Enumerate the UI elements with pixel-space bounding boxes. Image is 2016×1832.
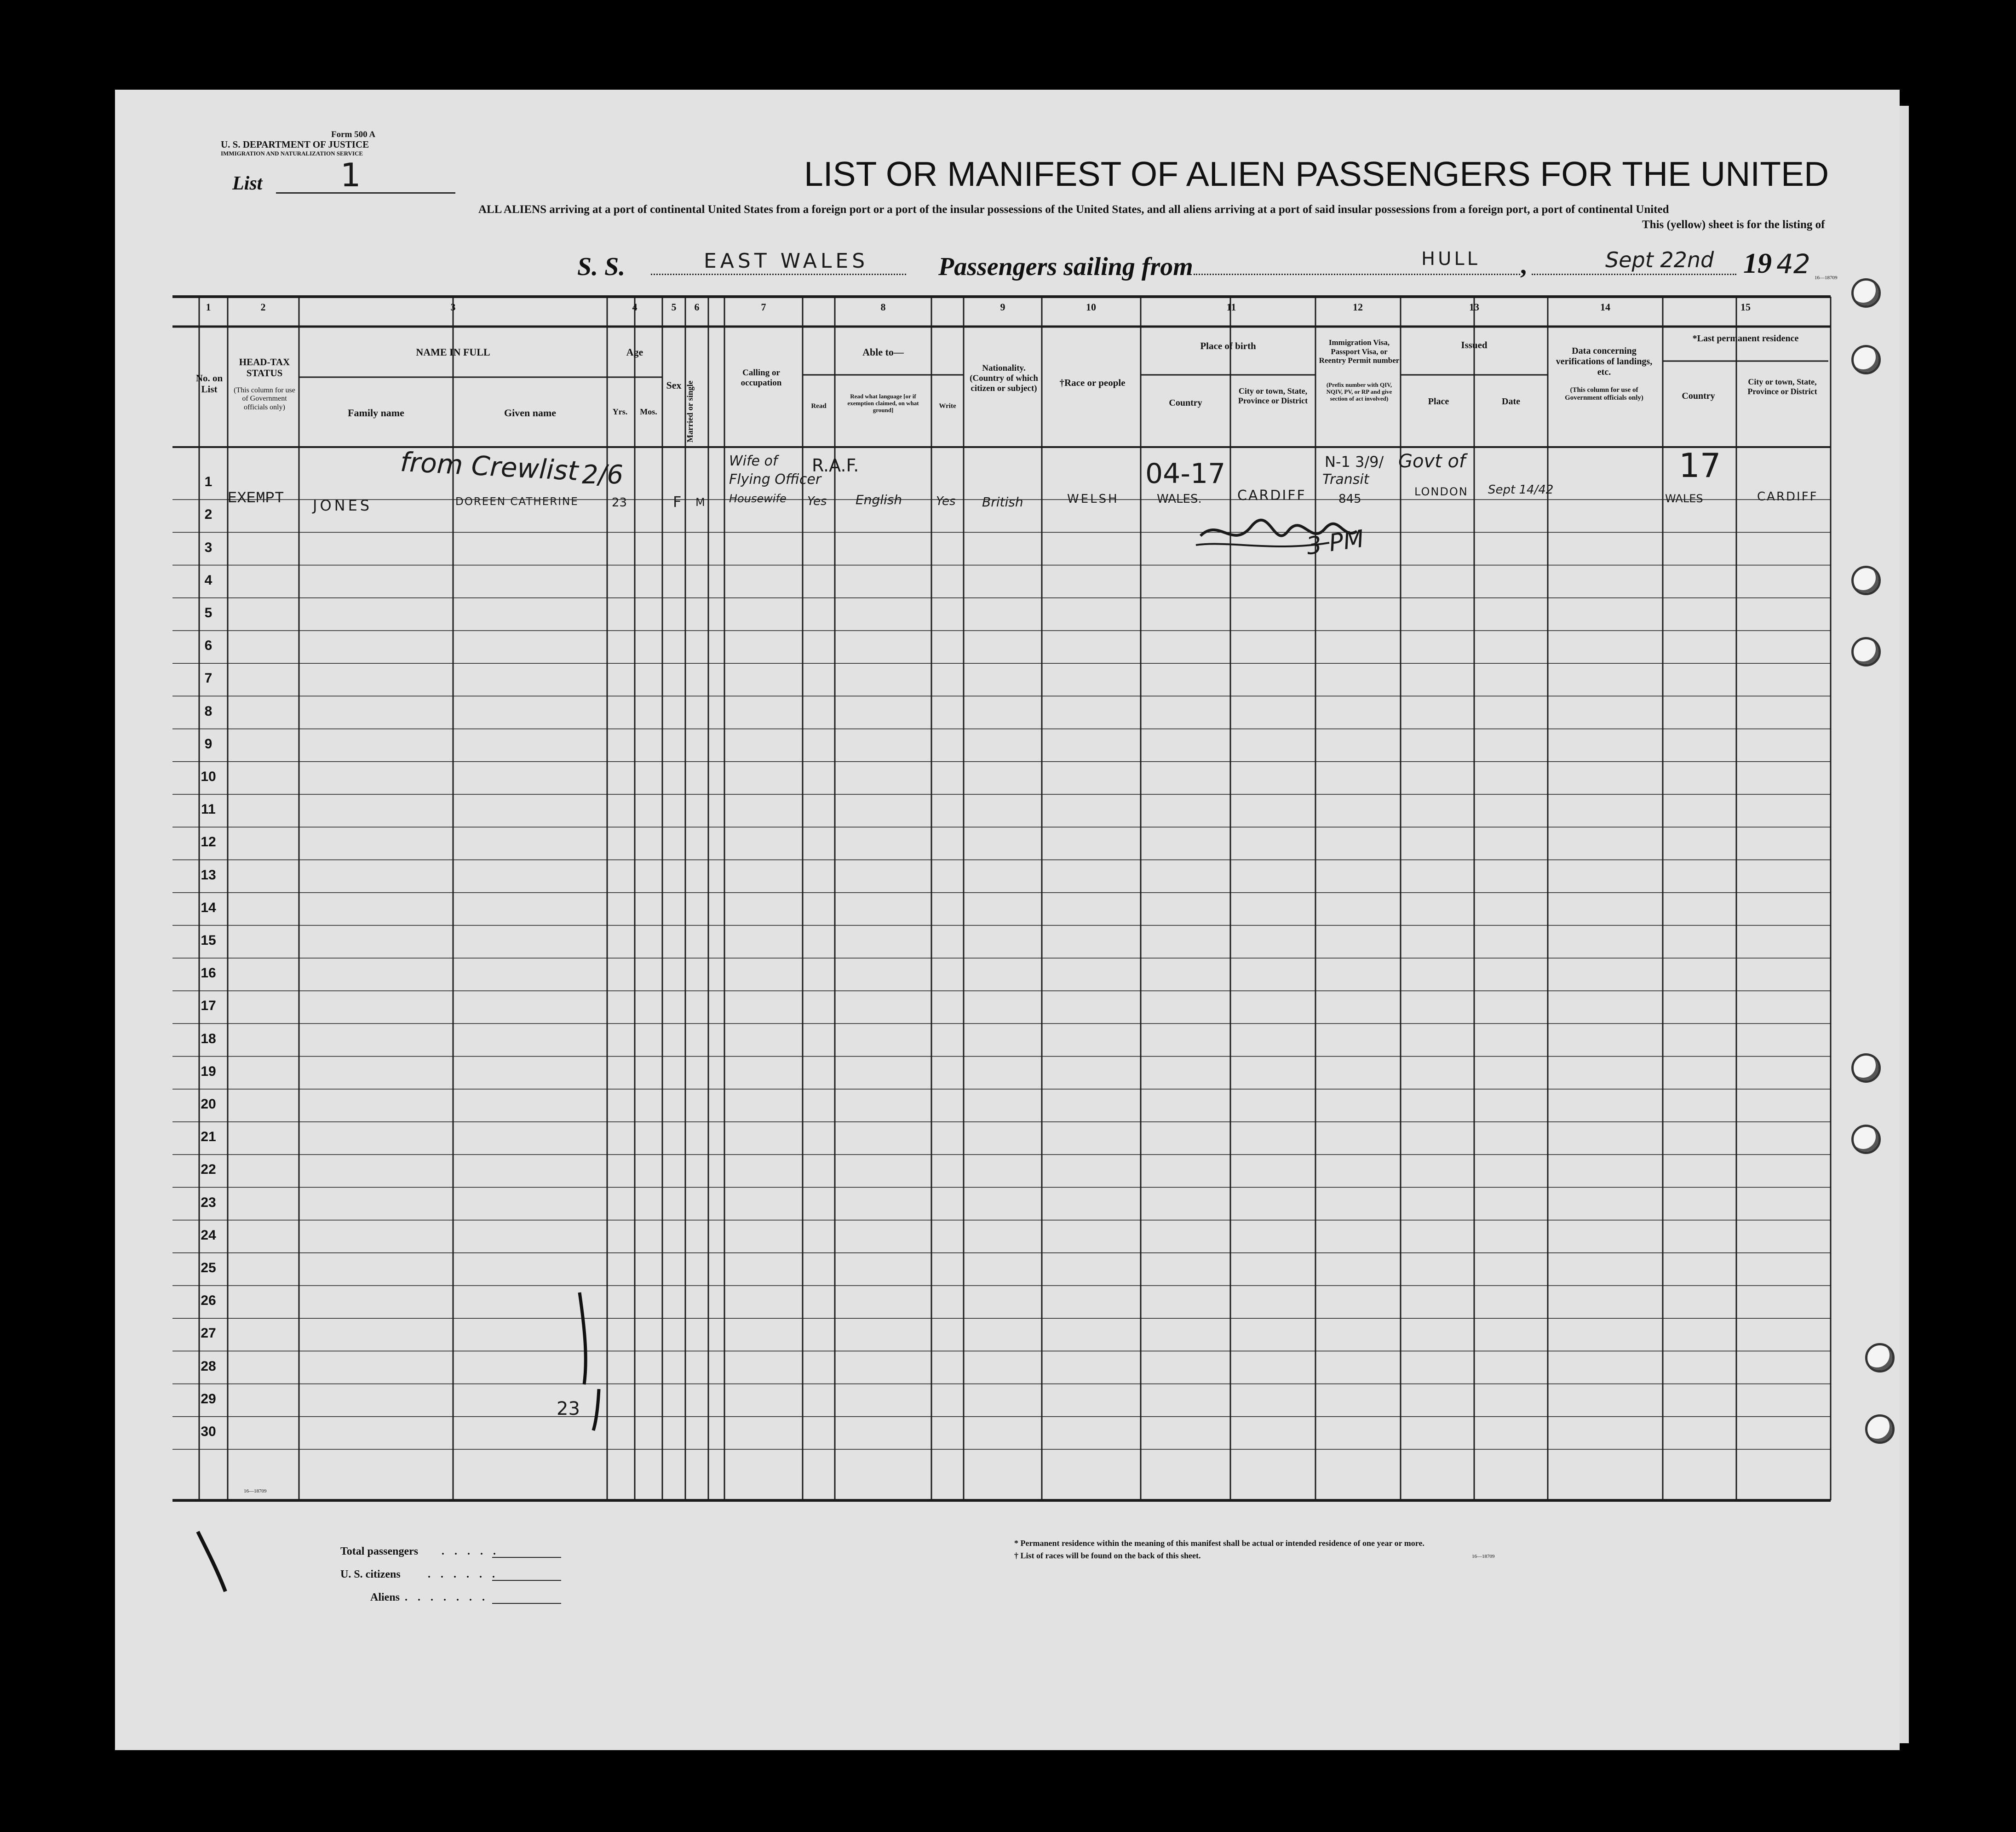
row-number: 12 [201,834,216,850]
entry-occupation-2: Flying Officer [729,471,821,488]
entry-residence-country: WALES [1665,492,1703,505]
row-number: 28 [201,1358,216,1374]
header-family-name: Family name [348,407,404,419]
footer-note-1: * Permanent residence within the meaning of this manifest shall be actual or intended residence of one year or more. [1014,1539,1424,1548]
binder-hole [1865,1414,1895,1444]
header-nationality: Nationality. (Country of which citizen or subject) [970,363,1038,393]
header-birth-country: Country [1169,398,1202,408]
header-res-country: Country [1682,391,1715,401]
footer-note-2: † List of races will be found on the back of this sheet. [1014,1551,1201,1560]
header-given-name: Given name [504,407,557,419]
row-number: 30 [201,1424,216,1439]
entry-residence-code: 17 [1679,446,1721,485]
binder-hole [1851,1125,1881,1154]
sailing-label: Passengers sailing from [938,253,1193,281]
footer-aliens: Aliens [370,1591,400,1603]
form-number: Form 500 A [331,130,376,139]
row-number: 1 [204,474,213,490]
row-number: 23 [201,1195,216,1210]
print-code: 16—18709 [1815,275,1838,281]
entry-visa-1: N-1 3/9/ [1325,453,1384,471]
column-number: 5 [671,301,677,313]
column-number: 10 [1086,301,1096,313]
header-last-residence: *Last permanent residence [1692,333,1799,344]
header-no-on-list: No. on List [195,373,223,395]
row-number: 8 [204,703,213,719]
header-issued-date: Date [1502,396,1520,407]
footer-dots-1: . . . . . [442,1545,500,1557]
row-number: 24 [201,1227,216,1243]
header-head-tax-note: (This column for use of Government officials only) [234,386,295,411]
entry-annotation: from Crewlist [399,446,579,487]
row-number: 9 [204,736,213,752]
footer-code: 16—18709 [1472,1554,1495,1559]
row-number: 26 [201,1293,216,1309]
column-number: 12 [1353,301,1363,313]
column-number: 6 [694,301,700,313]
list-label: List [232,173,263,194]
sailing-date: Sept 22nd [1605,247,1714,272]
row-number: 6 [204,638,213,654]
footer-aliens-line [492,1603,561,1604]
entry-nationality: British [982,494,1023,510]
entry-birth-code: 04-17 [1145,458,1226,490]
row-number: 17 [201,998,216,1014]
column-number: 1 [206,301,211,313]
entry-read: Yes [807,494,827,508]
manifest-subtitle-2: This (yellow) sheet is for the listing of [1642,218,1825,231]
binder-hole [1851,345,1881,374]
header-visa: Immigration Visa, Passport Visa, or Reentry Permit number [1319,338,1400,365]
row-number: 25 [201,1260,216,1275]
footer-total-passengers: Total passengers [340,1545,419,1557]
column-number: 9 [1000,301,1005,313]
column-number: 2 [260,301,266,313]
entry-visa-3: 845 [1338,492,1361,506]
row-number: 16 [201,965,216,981]
entry-issued-date: Sept 14/42 [1488,483,1554,497]
department-label: U. S. DEPARTMENT OF JUSTICE [221,139,369,150]
header-sex: Sex [666,379,682,391]
header-read-language: Read what language [or if exemption claimed, on what ground] [847,393,919,413]
header-visa-note: (Prefix number with QIV, NQIV, PV, or RP and give section of act involved) [1326,381,1392,402]
row-number: 19 [201,1063,216,1079]
entry-issued-place: LONDON [1414,485,1468,498]
list-value: 1 [340,156,361,194]
ship-name: EAST WALES [704,249,869,273]
row-number: 5 [204,605,213,620]
manifest-subtitle-1: ALL ALIENS arriving at a port of continental United States from a foreign port or a port of the insular possessions of the United States, and all aliens arriving at a port of said insular possessions from a foreign port, a port of continental United [478,203,1669,216]
header-verification-note: (This column for use of Government officials only) [1565,386,1643,402]
port-name: HULL [1421,248,1480,270]
entry-issued-note: Govt of [1398,451,1466,472]
binder-hole [1851,1053,1881,1083]
entry-visa-2: Transit [1322,471,1369,488]
column-number: 13 [1469,301,1479,313]
header-res-city: City or town, State, Province or District [1747,377,1817,396]
row-number: 27 [201,1326,216,1341]
entry-annotation-fraction: 2/6 [582,460,624,490]
column-number: 4 [632,301,638,313]
entry-occupation-3: Housewife [729,492,787,505]
header-issued-place: Place [1428,396,1449,407]
header-issued: Issued [1461,339,1488,350]
footer-dots-2: . . . . . . [428,1568,499,1580]
header-married: Married or single [685,380,695,443]
header-birth-city: City or town, State, Province or District [1238,386,1308,405]
binder-hole [1851,278,1881,308]
row-number: 13 [201,867,216,883]
entry-race: WELSH [1067,492,1119,506]
column-number: 11 [1226,301,1236,313]
binder-hole [1851,637,1881,666]
entry-marital: M [695,496,705,509]
row-number: 3 [204,540,213,555]
entry-family-name: JONES [313,497,373,514]
signature-mark: 3 PM [1304,525,1366,561]
column-number: 14 [1600,301,1610,313]
year-value: 42 [1776,248,1810,280]
header-head-tax: HEAD-TAX STATUS [239,356,290,379]
entry-head-tax: EXEMPT [228,490,284,507]
header-write: Write [939,402,956,410]
comma: , [1520,251,1527,280]
header-verification: Data concerning verifications of landings, etc. [1556,346,1653,377]
entry-residence-city: CARDIFF [1757,490,1818,504]
row-number: 15 [201,933,216,948]
header-mos: Mos. [640,407,657,416]
column-number: 3 [450,301,456,313]
row-number: 7 [204,671,213,686]
header-age: Age [626,346,643,358]
count-mark: 23 [557,1398,580,1419]
header-calling: Calling or occupation [741,368,782,388]
row-number: 29 [201,1391,216,1407]
header-name-in-full: NAME IN FULL [416,346,490,358]
footer-citizens-line [492,1580,561,1581]
entry-birth-country: WALES. [1157,492,1202,506]
header-race: †Race or people [1059,377,1126,388]
column-number: 15 [1740,301,1751,313]
row-number: 10 [201,769,216,784]
header-read: Read [811,402,827,410]
binder-hole [1851,566,1881,595]
entry-language: English [856,492,902,507]
binder-hole [1865,1343,1895,1373]
entry-raf: R.A.F. [812,455,859,476]
footer-total-line [492,1557,561,1558]
header-yrs: Yrs. [612,407,628,416]
entry-birth-city: CARDIFF [1237,488,1306,504]
service-label: IMMIGRATION AND NATURALIZATION SERVICE [221,150,363,157]
header-able-to: Able to— [862,346,904,358]
column-number: 7 [761,301,766,313]
footer-dots-3: . . . . . . . [405,1591,488,1603]
entry-given-name: DOREEN CATHERINE [455,496,579,508]
row-number: 22 [201,1162,216,1177]
row-number: 14 [201,900,216,915]
row-number: 21 [201,1129,216,1145]
entry-sex: F [673,493,682,511]
row-number: 2 [204,507,213,523]
row-number: 20 [201,1097,216,1112]
entry-occupation-1: Wife of [729,453,778,469]
header-place-of-birth: Place of birth [1200,340,1256,351]
column-number: 8 [880,301,886,313]
entry-age: 23 [612,496,627,510]
year-prefix: 19 [1743,248,1772,279]
row-number: 4 [204,572,213,588]
entry-write: Yes [936,494,956,508]
row-number: 11 [201,802,216,817]
row-number: 18 [201,1031,216,1046]
ss-label: S. S. [577,253,626,281]
manifest-title: LIST OR MANIFEST OF ALIEN PASSENGERS FOR THE UNITED [804,155,1829,193]
row-print-code: 16—18709 [244,1488,267,1494]
footer-us-citizens: U. S. citizens [340,1568,401,1580]
